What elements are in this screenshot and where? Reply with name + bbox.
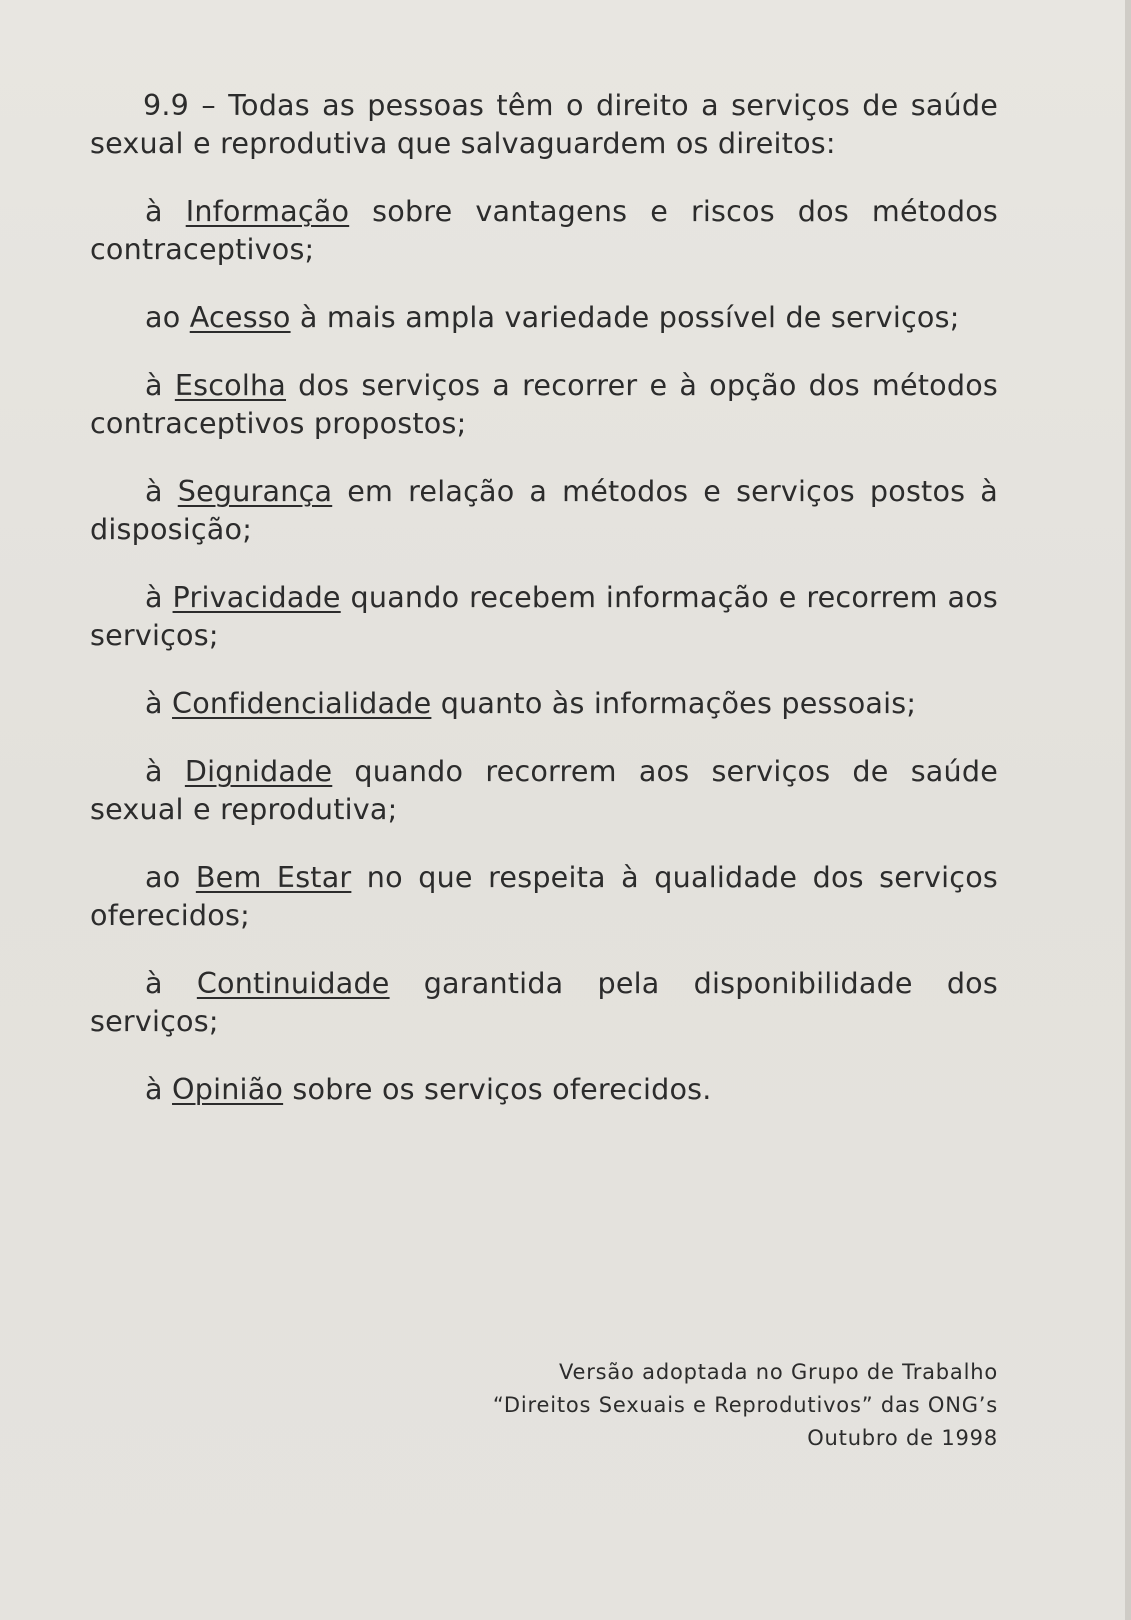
signature-line: Versão adoptada no Grupo de Trabalho — [558, 1360, 998, 1384]
article-intro — [90, 86, 998, 162]
article-intro-text: Todas as pessoas têm o direito a serviços de saúde sexual e reprodutiva que salvaguardem os direitos: — [90, 88, 999, 160]
right-lead: à — [145, 754, 163, 788]
right-keyword: Informação — [185, 194, 350, 228]
right-text: em relação a métodos e serviços postos à disposição; — [90, 474, 998, 546]
right-lead: ao — [145, 860, 181, 894]
right-text: quando recebem informação e recorrem aos serviços; — [90, 580, 998, 652]
right-item — [90, 1070, 998, 1108]
right-lead: à — [145, 686, 163, 720]
right-lead: à — [145, 580, 163, 614]
right-keyword: Continuidade — [196, 966, 390, 1000]
right-lead: à — [145, 966, 163, 1000]
right-keyword: Opinião — [172, 1072, 284, 1106]
right-item — [90, 366, 998, 442]
right-item — [90, 684, 998, 722]
right-text: quanto às informações pessoais; — [440, 686, 917, 720]
right-item — [90, 472, 998, 548]
right-keyword: Confidencialidade — [172, 686, 432, 720]
page-edge — [1125, 0, 1131, 1620]
right-text: sobre os serviços oferecidos. — [292, 1072, 712, 1106]
right-text: no que respeita à qualidade dos serviços oferecidos; — [90, 860, 998, 932]
right-text: quando recorrem aos serviços de saúde sexual e reprodutiva; — [90, 754, 998, 826]
version-signature — [493, 1356, 998, 1455]
right-item — [90, 192, 998, 268]
right-item — [90, 858, 998, 934]
right-text: à mais ampla variedade possível de serviços; — [299, 300, 960, 334]
right-text: dos serviços a recorrer e à opção dos métodos contraceptivos propostos; — [90, 368, 998, 440]
right-keyword: Acesso — [189, 300, 291, 334]
signature-date: Outubro de 1998 — [807, 1426, 998, 1450]
right-keyword: Bem Estar — [195, 860, 352, 894]
right-keyword: Dignidade — [184, 754, 333, 788]
right-lead: à — [145, 474, 163, 508]
right-item — [90, 752, 998, 828]
right-lead: à — [145, 194, 163, 228]
right-text: garantida pela disponibilidade dos serviços; — [90, 966, 998, 1038]
right-lead: à — [145, 1072, 163, 1106]
right-text: sobre vantagens e riscos dos métodos contraceptivos; — [90, 194, 998, 266]
right-item — [90, 964, 998, 1040]
right-item — [90, 578, 998, 654]
right-item — [90, 298, 998, 336]
article-number: 9.9 — [143, 88, 190, 122]
right-keyword: Privacidade — [172, 580, 341, 614]
signature-line: “Direitos Sexuais e Reprodutivos” das ONG’s — [492, 1393, 998, 1417]
right-lead: ao — [145, 300, 181, 334]
article-dash: – — [201, 88, 216, 122]
right-lead: à — [145, 368, 163, 402]
right-keyword: Segurança — [177, 474, 333, 508]
article-body — [90, 86, 998, 1138]
right-keyword: Escolha — [174, 368, 287, 402]
